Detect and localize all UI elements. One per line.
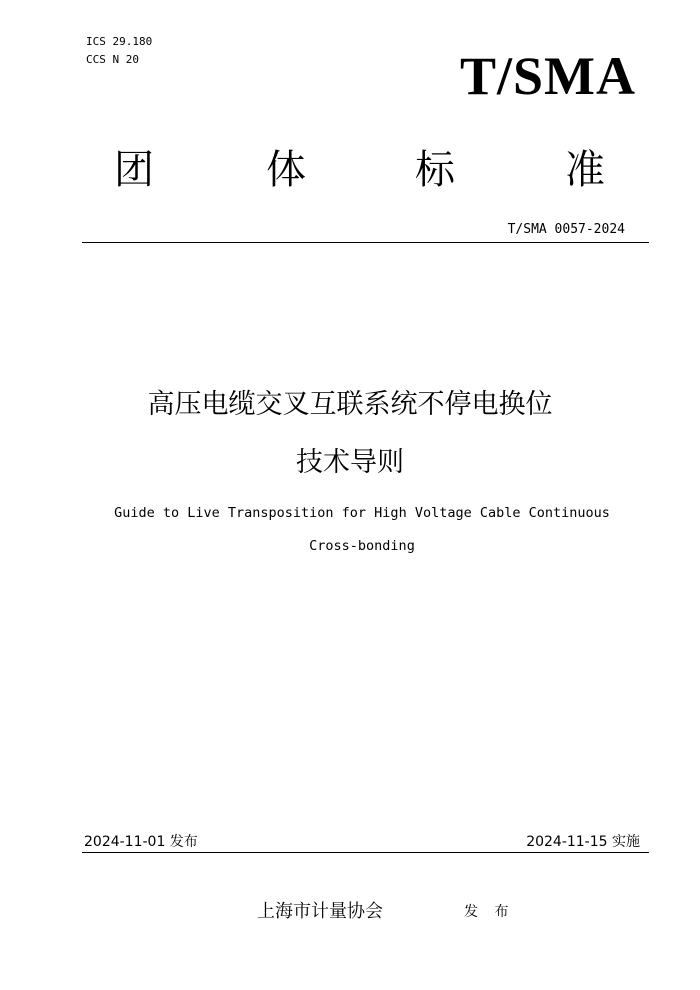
- header-divider: [82, 242, 649, 243]
- title-cn-line-1: 高压电缆交叉互联系统不停电换位: [147, 389, 553, 420]
- title-en-line-1: Guide to Live Transposition for High Voltage Cable Continuous: [114, 505, 610, 521]
- title-cn-line-2: 技术导则: [296, 447, 404, 478]
- footer-divider: [82, 852, 649, 853]
- standard-type-char-3: 标: [415, 147, 455, 193]
- implement-date: 2024-11-15 实施: [526, 834, 640, 850]
- standard-type-char-1: 团: [114, 147, 154, 193]
- issuing-organization: 上海市计量协会: [257, 901, 383, 922]
- ccs-code: CCS N 20: [86, 53, 139, 66]
- standard-number: T/SMA 0057-2024: [507, 222, 625, 237]
- publish-date: 2024-11-01 发布: [84, 834, 198, 850]
- standard-type-char-4: 准: [565, 147, 605, 193]
- issue-label: 发 布: [464, 904, 515, 920]
- title-en-line-2: Cross-bonding: [309, 538, 415, 554]
- standard-logo: T/SMA: [459, 46, 636, 106]
- standard-type-char-2: 体: [266, 147, 306, 193]
- ics-code: ICS 29.180: [86, 35, 153, 48]
